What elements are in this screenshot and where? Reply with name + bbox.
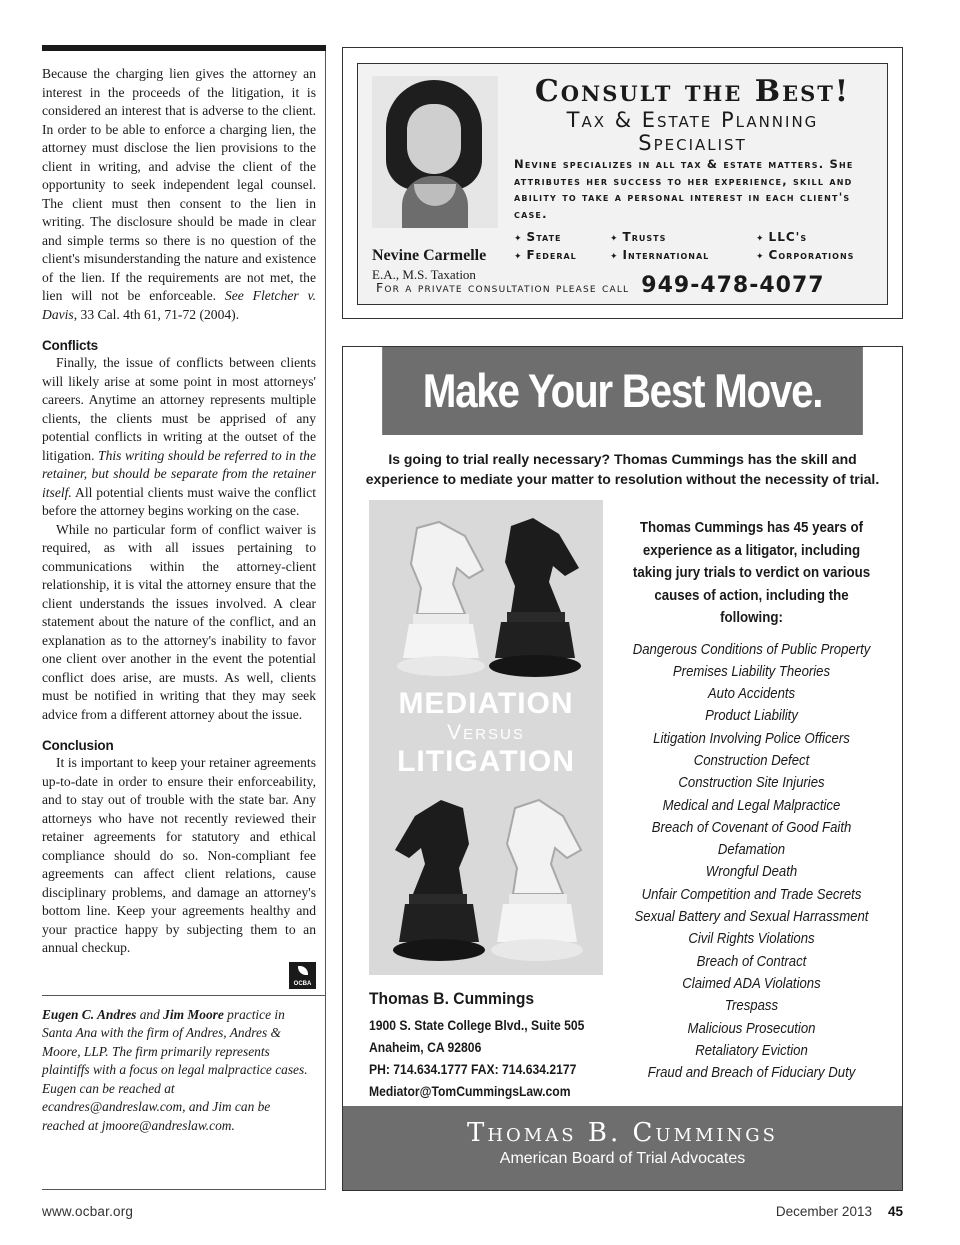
cause-item: Trespass — [724, 998, 779, 1015]
cause-item: Civil Rights Violations — [688, 931, 815, 948]
tax-ad-frame — [357, 63, 888, 305]
white-knight-icon — [387, 518, 495, 683]
service-item: ✦ Federal — [514, 248, 610, 262]
tax-planning-ad — [342, 47, 903, 319]
cause-item: Sexual Battery and Sexual Harrassment — [634, 909, 869, 926]
footer-firm-name: Thomas B. Cummings — [467, 1118, 778, 1148]
cause-item: Claimed ADA Violations — [682, 975, 821, 992]
footer-website: www.ocbar.org — [42, 1204, 134, 1219]
cause-item: Auto Accidents — [707, 686, 796, 703]
consultation-call-line: For a private consultation please call 949-478-4077 — [376, 273, 825, 298]
ocba-logo-icon: OCBA — [289, 962, 316, 989]
service-list — [514, 230, 883, 262]
cause-item: Dangerous Conditions of Public Property — [632, 641, 871, 658]
conclusion-heading: Conclusion — [42, 738, 114, 753]
cause-item: Construction Site Injuries — [678, 775, 825, 792]
white-knight-icon — [481, 796, 589, 968]
mediation-intro: Is going to trial really necessary? Thomas Cummings has the skill and experience to mediate your matter to resolution without the necessity of trial. — [365, 451, 880, 487]
service-item: ✦ Trusts — [610, 230, 756, 244]
conclusion-paragraph: It is important to keep your retainer agreements up-to-date in order to ensure their enforceability, and to stay out of trouble with the state bar. Any attorneys who have not recently reviewed their retainer agreements for statutory and ethical compliance should do so. Non-compliant fee agreements can affect client relations, cause disciplinary problems, and damage an attorney's bottom line. Keep your agreements healthy and your practice happy by subjecting them to an annual checkup. — [42, 755, 316, 955]
conflicts-paragraph-2: While no particular form of conflict waiver is required, as with all issues pertaining to communications within the attorney-client relationship, it is vital the attorney ensure that the client understands the issues involved. A clear statement about the nature of the conflict, and an explanation as to the attorney's inability to favor one client over another in the event the potential conflict does arise, are musts. As well, clients must be notified in writing that they may seek advice from a different attorney about the issue. — [42, 521, 316, 722]
black-knight-icon — [481, 514, 589, 684]
footer-tagline: American Board of Trial Advocates — [499, 1150, 746, 1167]
black-knight-icon — [385, 796, 493, 968]
tax-ad-subtitle: Tax & Estate Planning Specialist — [566, 108, 819, 155]
tax-ad-title: Consult the Best! — [534, 74, 851, 109]
mediation-ad-footer — [343, 1106, 902, 1190]
chess-knights-image — [369, 500, 603, 975]
service-item: ✦ State — [514, 230, 610, 244]
conflicts-heading: Conflicts — [42, 338, 98, 353]
mediation-vs-litigation-caption: MEDIATION Versus LITIGATION — [397, 687, 575, 778]
article-column — [42, 45, 326, 1190]
cause-item: Defamation — [717, 842, 786, 859]
author-bio: Eugen C. Andres and Jim Moore practice in Santa Ana with the firm of Andres, Andres & Moore, LLP. The firm primarily represents plaintiffs with a focus on legal malpractice cases. Eugen can be reached at ecandres@andreslaw.com, and Jim can be reached at jmoore@andreslaw.com. — [42, 995, 326, 1136]
mediator-address-line-1: 1900 S. State College Blvd., Suite 505 — [369, 1018, 585, 1033]
cause-item: Premises Liability Theories — [672, 663, 831, 680]
mediator-name: Thomas B. Cummings — [369, 989, 535, 1008]
cause-item: Unfair Competition and Trade Secrets — [641, 886, 862, 903]
causes-list — [615, 639, 888, 1085]
cause-item: Retaliatory Eviction — [695, 1042, 808, 1059]
cause-item: Construction Defect — [693, 752, 810, 769]
advertiser-name: Nevine Carmelle — [372, 247, 487, 264]
cause-item: Wrongful Death — [705, 864, 798, 881]
mediation-ad — [342, 346, 903, 1191]
conflicts-paragraph-1: Finally, the issue of conflicts between clients will likely arise at some point in most attorneys' careers. Anytime an attorney represents multiple clients, the clients must be apprised of any potential conflicts in writing at the outset of the litigation. This writing should be referred to in the retainer, but should be separate from the retainer itself. All potential clients must waive the conflict before the attorney begins working on the case. — [42, 355, 316, 518]
cause-item: Fraud and Breach of Fiduciary Duty — [647, 1065, 856, 1082]
advertiser-credentials: E.A., M.S. Taxation — [372, 267, 476, 282]
mediation-headline: Make Your Best Move. — [382, 347, 863, 435]
cause-item: Product Liability — [705, 708, 798, 725]
column-top-bar — [42, 45, 326, 51]
article-intro-paragraph: Because the charging lien gives the attorney an interest in the proceeds of the litigation, it is considered an interest that is adverse to the client. In order to be able to enforce a charging lien, the attorney must disclose the lien provisions to the client in writing, and advise the client of the opportunity to seek independent legal counsel. The client must then consent to the lien in writing. The disclosure should be made in clear and simple terms so there is no question of the client's misunderstanding the nature and existence of the lien. If the requirements are not met, the lien will not be enforceable. See Fletcher v. Davis, 33 Cal. 4th 61, 71-72 (2004). — [42, 66, 316, 322]
case-citation: See Fletcher v. Davis — [42, 288, 316, 322]
page-number: 45 — [887, 1204, 903, 1219]
tax-ad-description: Nevine specializes in all tax & estate matters. She attributes her success to her experience, skill and ability to take a personal interest in each client's case. — [514, 157, 854, 221]
mediator-phone-fax: PH: 714.634.1777 FAX: 714.634.2177 — [369, 1062, 577, 1077]
footer-date-page — [776, 1204, 903, 1219]
mediator-address-line-2: Anaheim, CA 92806 — [369, 1040, 482, 1055]
cause-item: Breach of Contract — [696, 953, 807, 970]
experience-statement: Thomas Cummings has 45 years of experience as a litigator, including taking jury trials to verdict on various causes of action, including the following: — [632, 520, 871, 626]
cause-item: Medical and Legal Malpractice — [662, 797, 841, 814]
column-divider — [325, 51, 326, 1190]
tax-ad-phone: 949-478-4077 — [641, 273, 825, 298]
cause-item: Litigation Involving Police Officers — [653, 730, 850, 747]
advertiser-photo — [372, 76, 498, 228]
causes-of-action — [615, 517, 888, 1084]
issue-date: December 2013 — [775, 1204, 872, 1219]
mediator-contact-block — [369, 989, 608, 1103]
column-bottom-rule — [42, 1189, 326, 1190]
cause-item: Malicious Prosecution — [687, 1020, 816, 1037]
service-item: ✦ International — [610, 248, 756, 262]
service-item: ✦ Corporations — [756, 248, 886, 262]
mediator-email: Mediator@TomCummingsLaw.com — [369, 1084, 571, 1099]
service-item: ✦ LLC's — [756, 230, 886, 244]
cause-item: Breach of Covenant of Good Faith — [651, 819, 852, 836]
